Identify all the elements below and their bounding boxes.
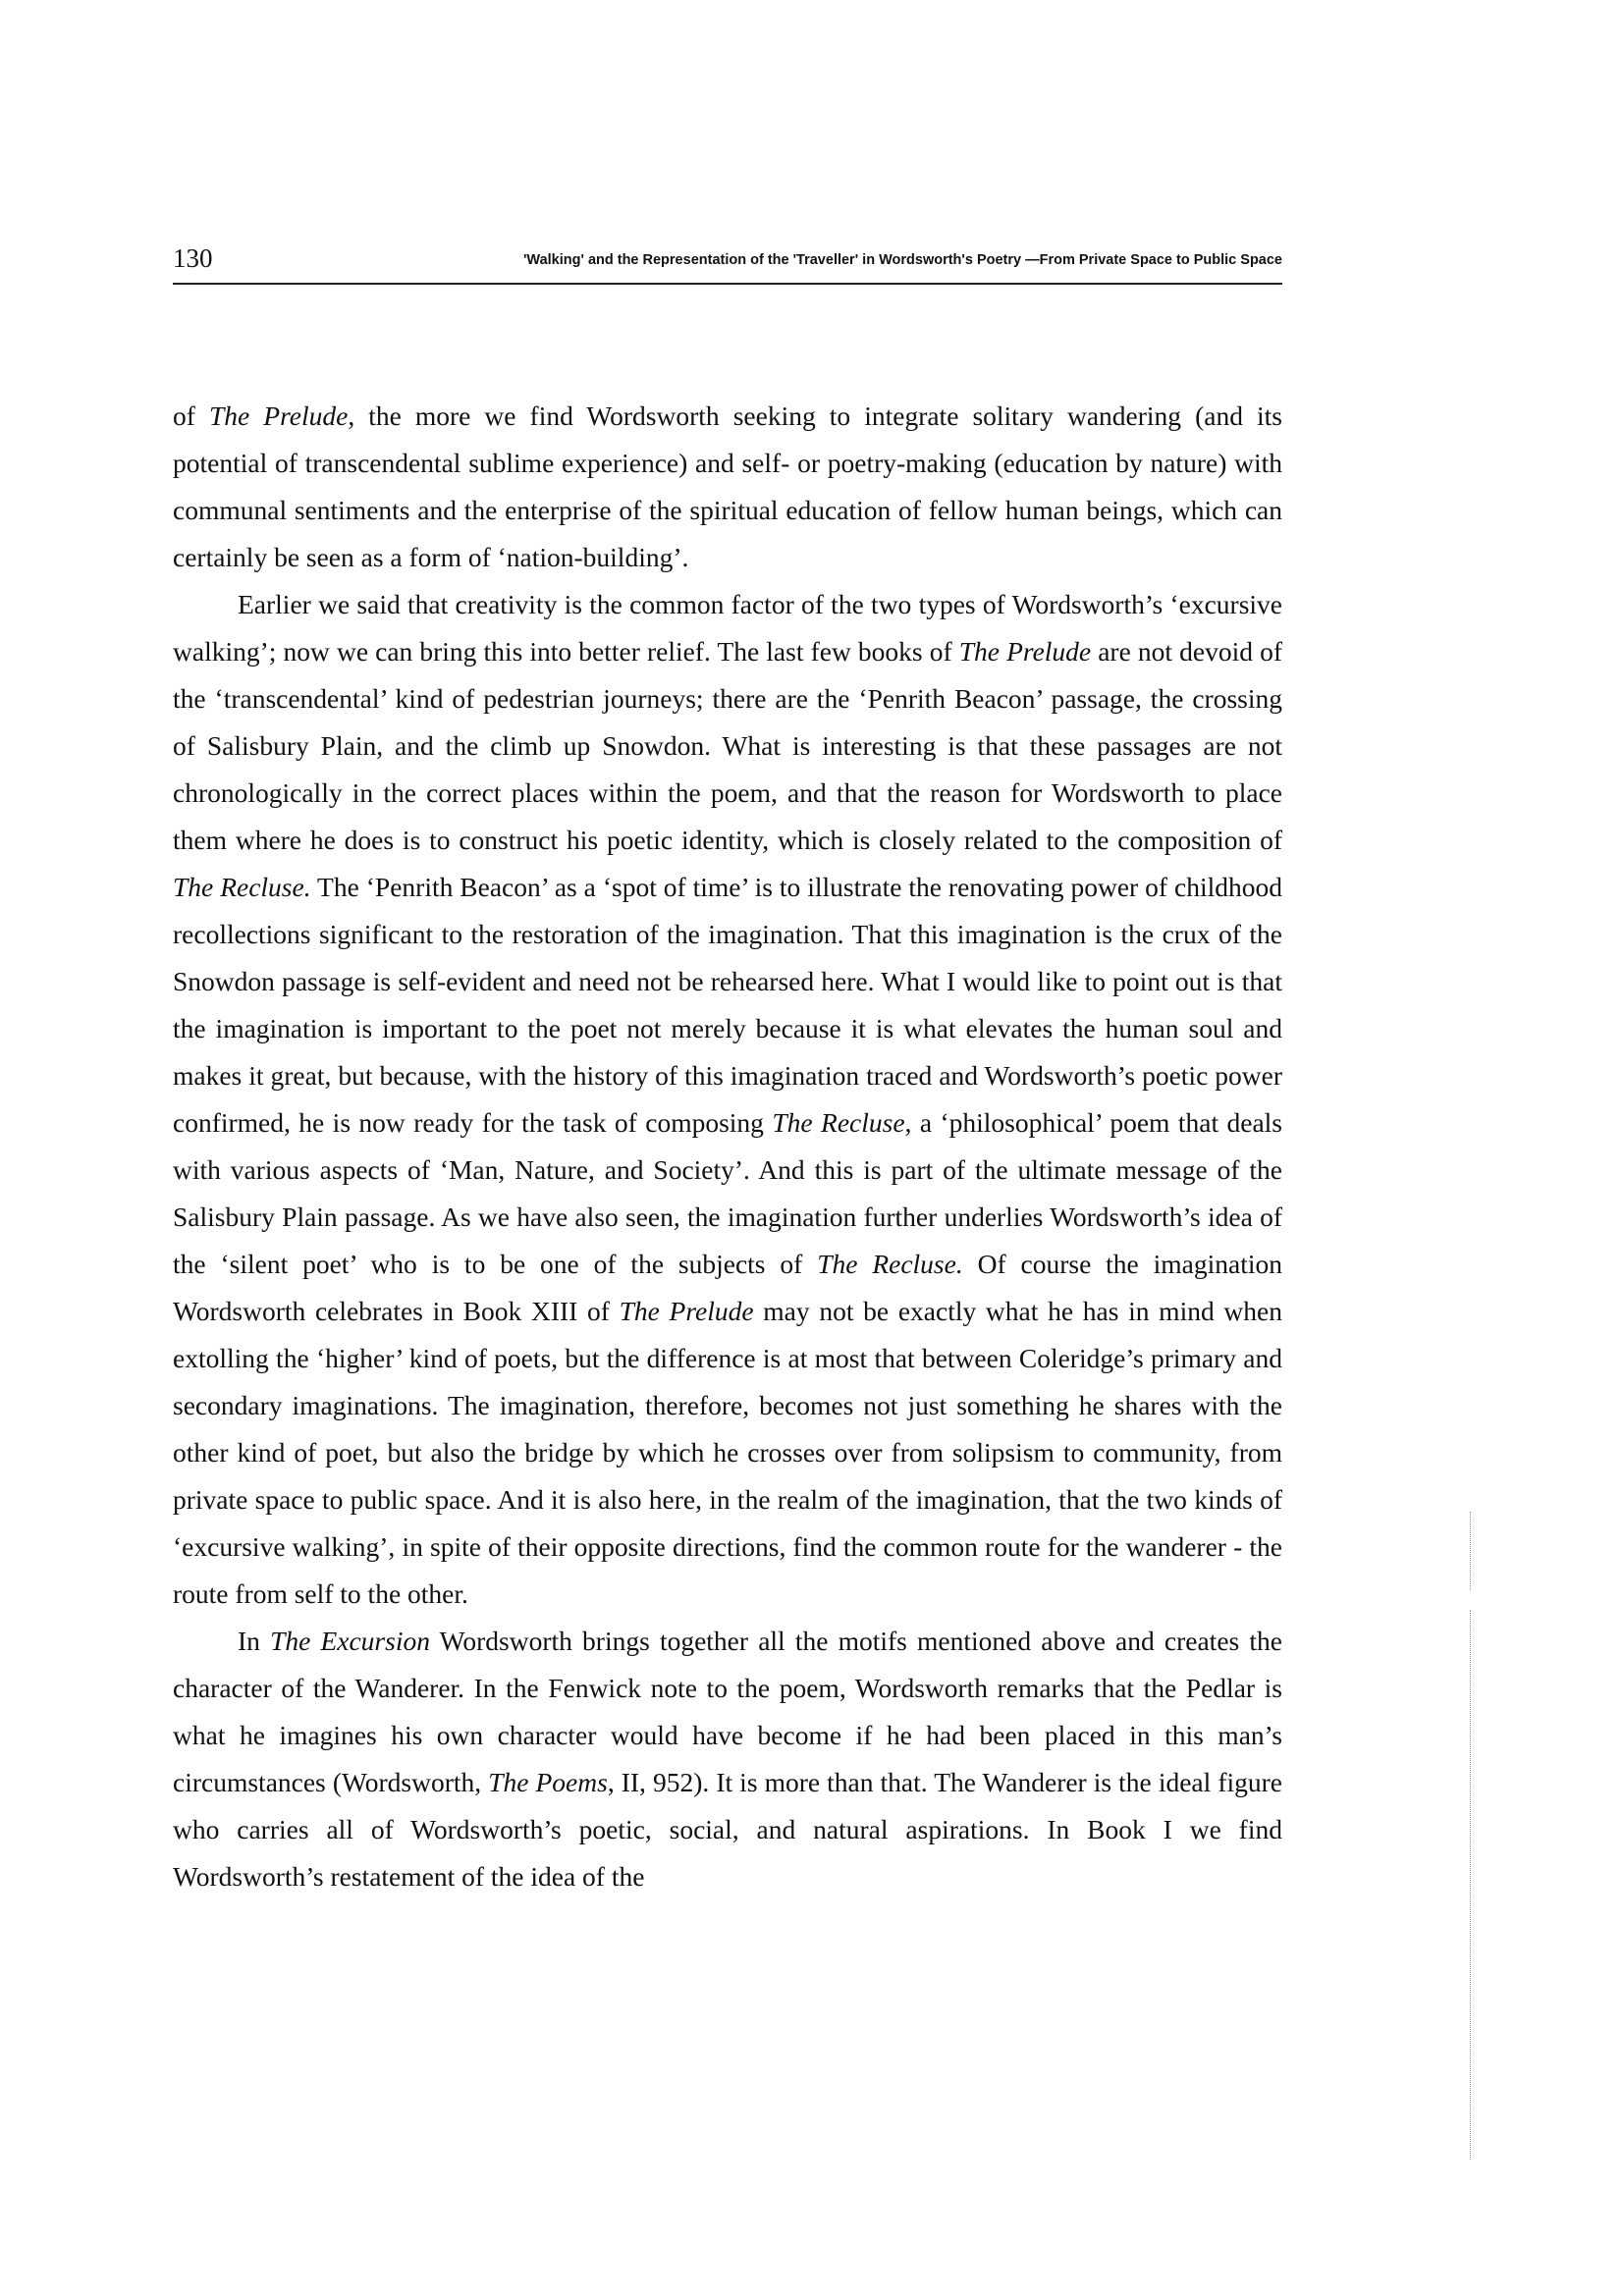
text-run: Of course the imagination Wordsworth celebrates in Book XIII of <box>173 1249 1283 1326</box>
text-run: , a ‘philosophical’ poem that deals with various aspects of ‘Man, Nature, and Society’. And this is part of the ultimate message of the Salisbury Plain passage. As we have also seen, the imagination further underlies Wordsworth’s idea of the ‘silent poet’ who is to be one of the subjects of <box>173 1107 1283 1279</box>
text-run: , II, 952). It is more than that. The Wanderer is the ideal figure who carries all of Wordsworth’s poetic, social, and natural aspirations. In Book I we find Wordsworth’s restatement of the idea of the <box>173 1767 1282 1892</box>
running-title: 'Walking' and the Representation of the 'Traveller' in Wordsworth's Poetry —From Private Space to Public Space <box>522 252 1282 268</box>
text-run: In <box>238 1626 271 1656</box>
italic-title: The Recluse <box>772 1107 905 1138</box>
italic-title: The Recluse. <box>173 872 311 902</box>
scan-artifact-upper <box>1470 1512 1471 1590</box>
paragraph-p1 <box>173 393 1282 581</box>
italic-title: The Poems <box>488 1767 608 1797</box>
paragraph-p3 <box>173 1618 1282 1900</box>
body-text <box>173 393 1282 1900</box>
text-run: are not devoid of the ‘transcendental’ kind of pedestrian journeys; there are the ‘Penrith Beacon’ passage, the crossing of Salisbury Plain, and the climb up Snowdon. What is interesting is that these passages are not chronologically in the correct places within the poem, and that the reason for Wordsworth to place them where he does is to construct his poetic identity, which is closely related to the composition of <box>173 636 1282 855</box>
italic-title: The Prelude <box>619 1296 754 1326</box>
text-run: The ‘Penrith Beacon’ as a ‘spot of time’ is to illustrate the renovating power of childhood recollections significant to the restoration of the imagination. That this imagination is the crux of the Snowdon passage is self-evident and need not be rehearsed here. What I would like to point out is that the imagination is important to the poet not merely because it is what elevates the human soul and makes it great, but because, with the history of this imagination traced and Wordsworth’s poetic power confirmed, he is now ready for the task of composing <box>173 872 1282 1138</box>
italic-title: The Prelude <box>958 636 1092 667</box>
text-run: Earlier we said that creativity is the common factor of the two types of Wordsworth’s ‘excursive walking’; now we can bring this into better relief. The last few books of <box>173 589 1282 667</box>
text-run: of <box>173 400 209 431</box>
italic-title: The Recluse. <box>817 1249 963 1279</box>
text-run: , the more we find Wordsworth seeking to integrate solitary wandering (and its potential of transcendental sublime experience) and self- or poetry-making (education by nature) with communal sentiments and the enterprise of the spiritual education of fellow human beings, which can certainly be seen as a form of ‘nation-building’. <box>173 400 1282 572</box>
text-run: Wordsworth brings together all the motifs mentioned above and creates the character of the Wanderer. In the Fenwick note to the poem, Wordsworth remarks that the Pedlar is what he imagines his own character would have become if he had been placed in this man’s circumstances (Wordsworth, <box>173 1626 1282 1797</box>
italic-title: The Prelude <box>208 400 349 431</box>
running-header <box>173 243 1282 285</box>
italic-title: The Excursion <box>270 1626 430 1656</box>
scan-artifact-lower <box>1470 1610 1471 2160</box>
text-run: may not be exactly what he has in mind when extolling the ‘higher’ kind of poets, but the difference is at most that between Coleridge’s primary and secondary imaginations. The imagination, therefore, becomes not just something he shares with the other kind of poet, but also the bridge by which he crosses over from solipsism to community, from private space to public space. And it is also here, in the realm of the imagination, that the two kinds of ‘excursive walking’, in spite of their opposite directions, find the common route for the wanderer - the route from self to the other. <box>173 1296 1282 1609</box>
paragraph-p2 <box>173 581 1282 1618</box>
page-number: 130 <box>173 243 213 273</box>
